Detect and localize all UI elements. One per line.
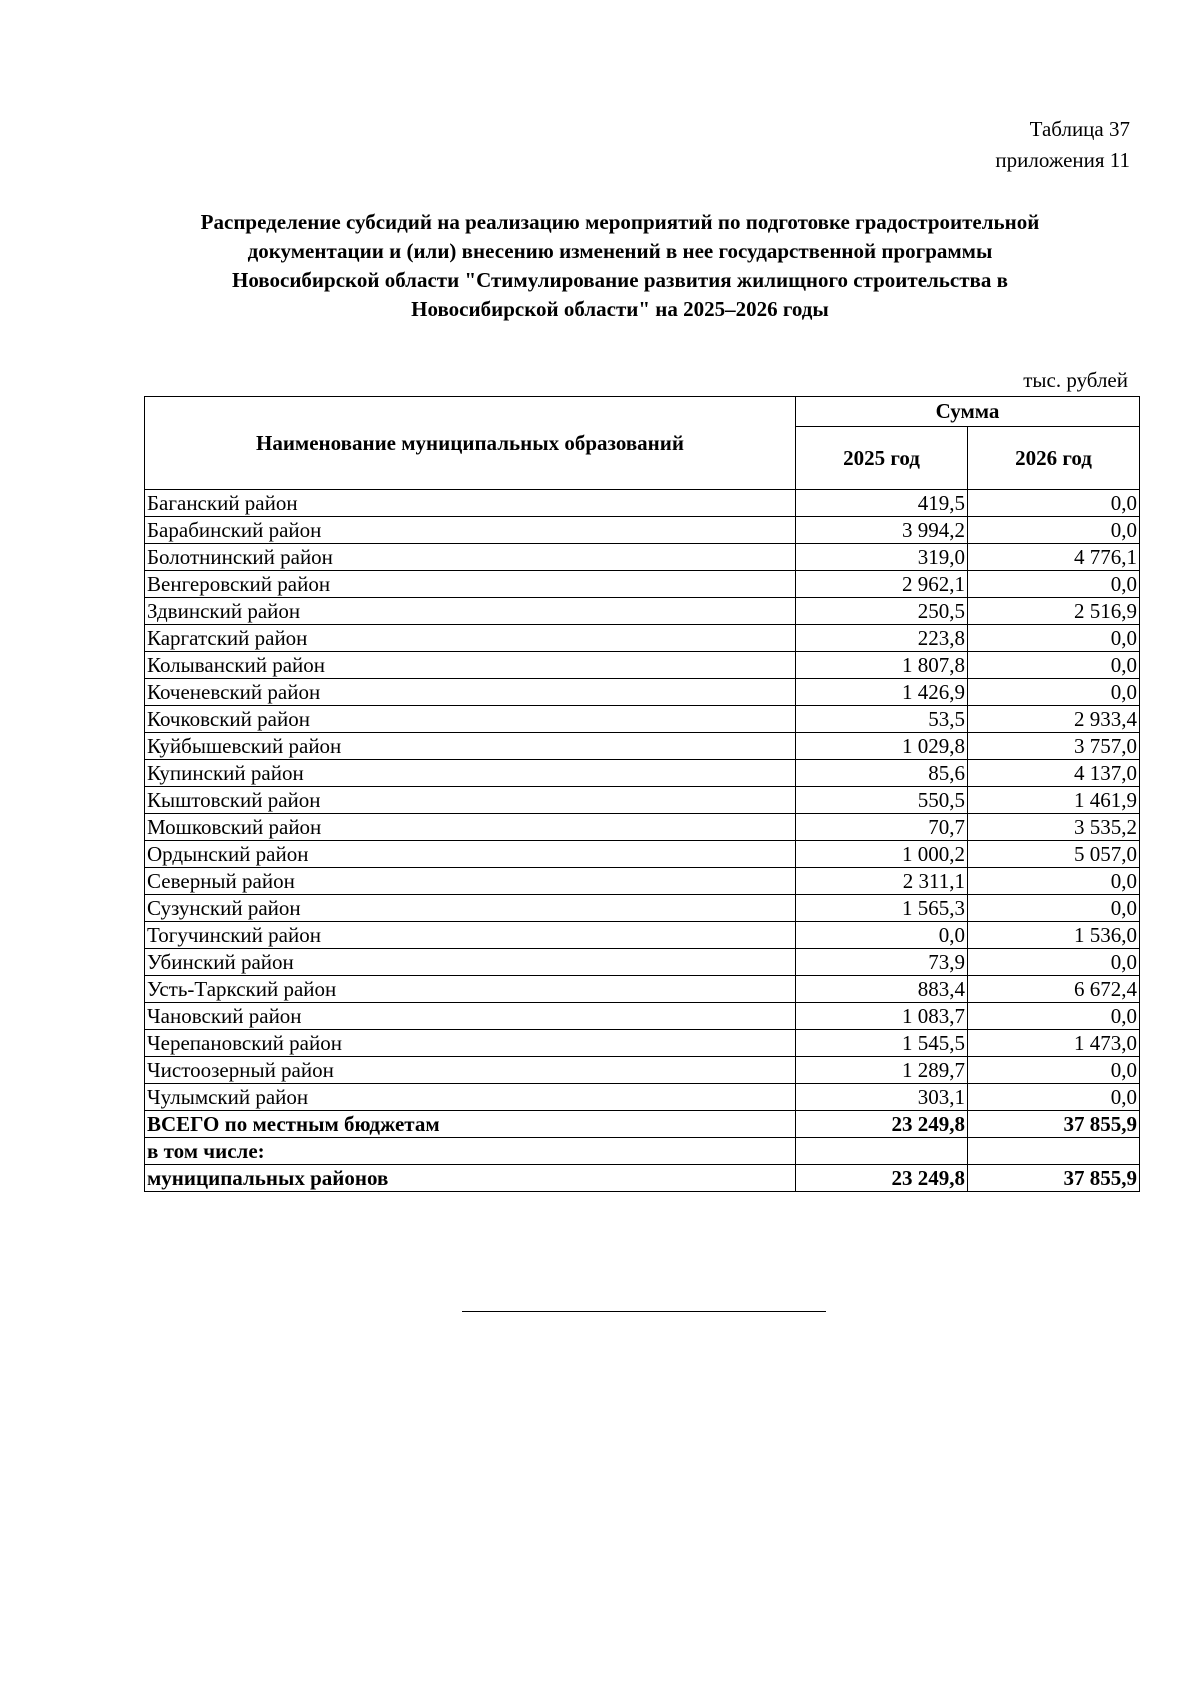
value-2026-cell: 0,0 [968, 1003, 1140, 1030]
municipality-cell: Каргатский район [145, 625, 796, 652]
table-row [145, 949, 1140, 976]
table-row [145, 517, 1140, 544]
value-2025-cell: 85,6 [796, 760, 968, 787]
value-2026-cell: 0,0 [968, 490, 1140, 517]
table-row [145, 1057, 1140, 1084]
table-row [145, 598, 1140, 625]
value-2025-cell: 3 994,2 [796, 517, 968, 544]
municipality-cell: Чистоозерный район [145, 1057, 796, 1084]
municipality-cell: Барабинский район [145, 517, 796, 544]
municipality-cell: Сузунский район [145, 895, 796, 922]
municipality-cell: Болотнинский район [145, 544, 796, 571]
value-2026-cell: 6 672,4 [968, 976, 1140, 1003]
value-2025-cell: 1 289,7 [796, 1057, 968, 1084]
value-2025-cell: 1 029,8 [796, 733, 968, 760]
end-divider-line [462, 1311, 826, 1312]
subsidy-table [144, 396, 1140, 1192]
value-2026-cell: 4 137,0 [968, 760, 1140, 787]
municipality-cell: Тогучинский район [145, 922, 796, 949]
value-2025-cell: 250,5 [796, 598, 968, 625]
column-header-municipality: Наименование муниципальных образований [145, 397, 796, 490]
title-line: Новосибирской области "Стимулирование развития жилищного строительства в [232, 268, 1008, 292]
value-2026-cell: 3 757,0 [968, 733, 1140, 760]
table-row [145, 814, 1140, 841]
value-2026-cell: 4 776,1 [968, 544, 1140, 571]
value-2026-cell: 3 535,2 [968, 814, 1140, 841]
value-2025-cell: 0,0 [796, 922, 968, 949]
municipality-cell: Мошковский район [145, 814, 796, 841]
value-2026-cell: 1 473,0 [968, 1030, 1140, 1057]
value-2025-cell: 1 807,8 [796, 652, 968, 679]
appendix-label: приложения 11 [995, 148, 1130, 172]
value-2025-cell: 223,8 [796, 625, 968, 652]
value-2026-cell: 37 855,9 [968, 1165, 1140, 1192]
document-header [995, 114, 1130, 176]
value-2025-cell: 419,5 [796, 490, 968, 517]
value-2025-cell: 70,7 [796, 814, 968, 841]
value-2025-cell: 23 249,8 [796, 1165, 968, 1192]
value-2026-cell: 1 536,0 [968, 922, 1140, 949]
value-2026-cell: 0,0 [968, 652, 1140, 679]
table-row [145, 706, 1140, 733]
municipality-cell: ВСЕГО по местным бюджетам [145, 1111, 796, 1138]
total-row [145, 1111, 1140, 1138]
municipality-cell: Куйбышевский район [145, 733, 796, 760]
value-2025-cell: 303,1 [796, 1084, 968, 1111]
value-2025-cell: 550,5 [796, 787, 968, 814]
table-row [145, 733, 1140, 760]
municipality-cell: Черепановский район [145, 1030, 796, 1057]
municipality-cell: муниципальных районов [145, 1165, 796, 1192]
table-row [145, 868, 1140, 895]
value-2026-cell: 0,0 [968, 625, 1140, 652]
municipality-cell: Северный район [145, 868, 796, 895]
municipality-cell: Купинский район [145, 760, 796, 787]
total-row [145, 1165, 1140, 1192]
table-row [145, 922, 1140, 949]
value-2025-cell: 1 565,3 [796, 895, 968, 922]
value-2026-cell: 2 516,9 [968, 598, 1140, 625]
value-2026-cell: 0,0 [968, 679, 1140, 706]
table-row [145, 1003, 1140, 1030]
value-2026-cell: 1 461,9 [968, 787, 1140, 814]
value-2025-cell: 2 311,1 [796, 868, 968, 895]
table-number-label: Таблица 37 [1029, 117, 1130, 141]
table-row [145, 679, 1140, 706]
municipality-cell: Усть-Таркский район [145, 976, 796, 1003]
table-row [145, 895, 1140, 922]
municipality-cell: Здвинский район [145, 598, 796, 625]
municipality-cell: Убинский район [145, 949, 796, 976]
table-row [145, 625, 1140, 652]
municipality-cell: Кыштовский район [145, 787, 796, 814]
municipality-cell: Чулымский район [145, 1084, 796, 1111]
table-row [145, 787, 1140, 814]
value-2025-cell: 319,0 [796, 544, 968, 571]
table-row [145, 1084, 1140, 1111]
column-header-2026: 2026 год [968, 426, 1140, 489]
value-2025-cell [796, 1138, 968, 1165]
municipality-cell: Колыванский район [145, 652, 796, 679]
value-2025-cell: 53,5 [796, 706, 968, 733]
table-row [145, 571, 1140, 598]
value-2026-cell: 0,0 [968, 949, 1140, 976]
value-2026-cell: 2 933,4 [968, 706, 1140, 733]
value-2026-cell: 0,0 [968, 517, 1140, 544]
units-label: тыс. рублей [1023, 368, 1128, 392]
document-title [140, 208, 1100, 324]
total-row [145, 1138, 1140, 1165]
municipality-cell: Коченевский район [145, 679, 796, 706]
value-2026-cell: 0,0 [968, 895, 1140, 922]
column-header-2025: 2025 год [796, 426, 968, 489]
table-row [145, 976, 1140, 1003]
value-2026-cell [968, 1138, 1140, 1165]
table-row [145, 490, 1140, 517]
value-2025-cell: 23 249,8 [796, 1111, 968, 1138]
municipality-cell: Кочковский район [145, 706, 796, 733]
municipality-cell: Чановский район [145, 1003, 796, 1030]
table-row [145, 544, 1140, 571]
value-2025-cell: 1 426,9 [796, 679, 968, 706]
title-line: документации и (или) внесению изменений в нее государственной программы [247, 239, 993, 263]
value-2026-cell: 5 057,0 [968, 841, 1140, 868]
municipality-cell: Баганский район [145, 490, 796, 517]
municipality-cell: Венгеровский район [145, 571, 796, 598]
table-row [145, 1030, 1140, 1057]
table-row [145, 841, 1140, 868]
municipality-cell: Ордынский район [145, 841, 796, 868]
column-header-sum: Сумма [796, 397, 1140, 427]
value-2025-cell: 73,9 [796, 949, 968, 976]
value-2025-cell: 2 962,1 [796, 571, 968, 598]
value-2026-cell: 37 855,9 [968, 1111, 1140, 1138]
municipality-cell: в том числе: [145, 1138, 796, 1165]
value-2025-cell: 883,4 [796, 976, 968, 1003]
table-row [145, 760, 1140, 787]
value-2025-cell: 1 083,7 [796, 1003, 968, 1030]
table-body [145, 490, 1140, 1192]
value-2025-cell: 1 545,5 [796, 1030, 968, 1057]
value-2026-cell: 0,0 [968, 1084, 1140, 1111]
value-2026-cell: 0,0 [968, 868, 1140, 895]
value-2025-cell: 1 000,2 [796, 841, 968, 868]
value-2026-cell: 0,0 [968, 1057, 1140, 1084]
table-row [145, 652, 1140, 679]
title-line: Распределение субсидий на реализацию мероприятий по подготовке градостроительной [200, 210, 1040, 234]
value-2026-cell: 0,0 [968, 571, 1140, 598]
title-line: Новосибирской области" на 2025–2026 годы [411, 297, 829, 321]
